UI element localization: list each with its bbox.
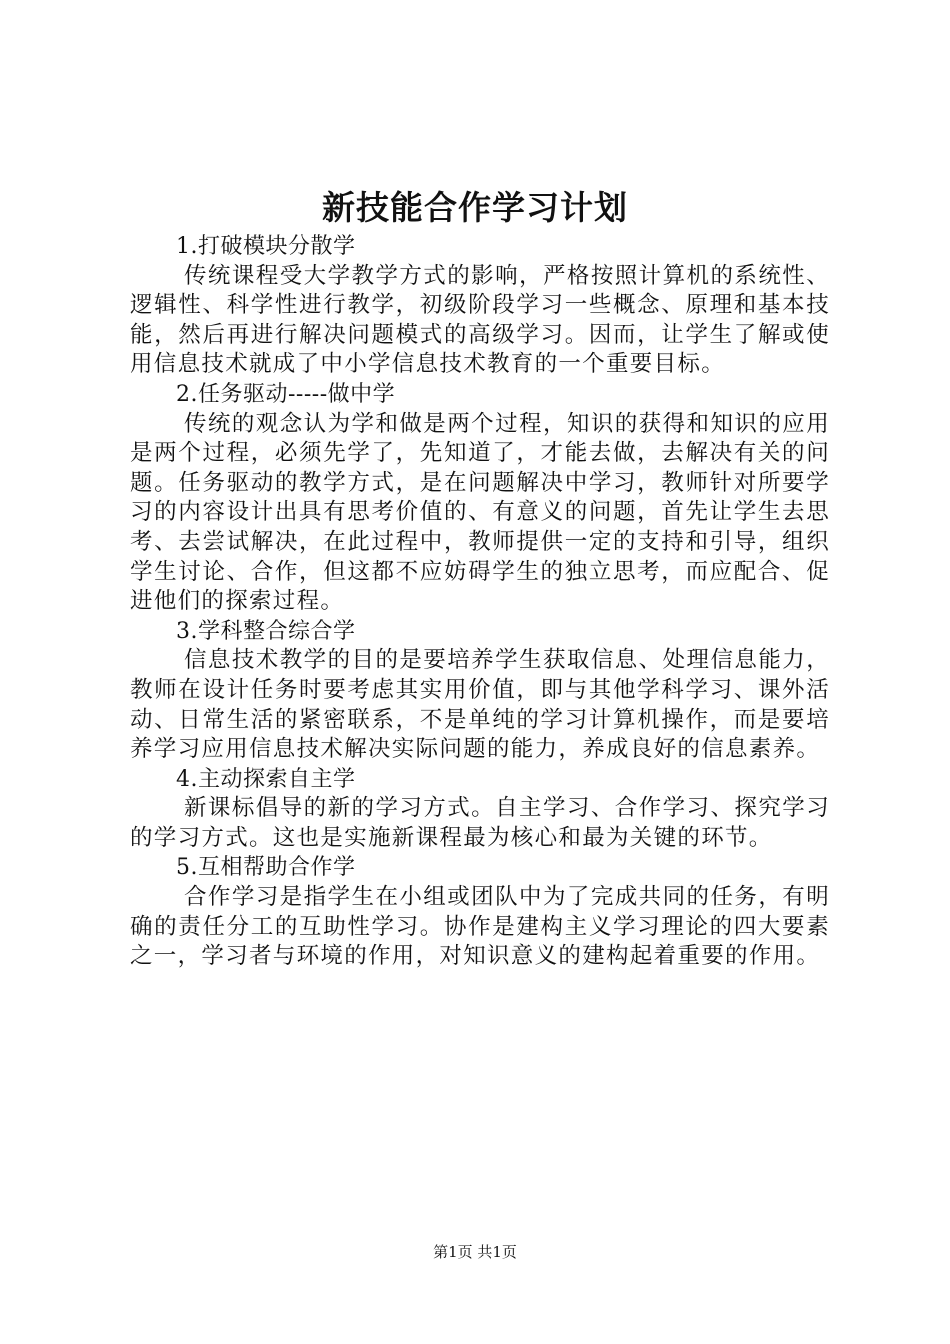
document-body <box>130 232 830 972</box>
section-paragraph-3: 信息技术教学的目的是要培养学生获取信息、处理信息能力，教师在设计任务时要考虑其实用价值，即与其他学科学习、课外活动、日常生活的紧密联系，不是单纯的学习计算机操作，而是要培养学习应用信息技术解决实际问题的能力，养成良好的信息素养。 <box>130 647 830 763</box>
section-heading-4: 4.主动探索自主学 <box>176 766 356 792</box>
section-paragraph-4: 新课标倡导的新的学习方式。自主学习、合作学习、探究学习的学习方式。这也是实施新课程最为核心和最为关键的环节。 <box>130 795 830 851</box>
section-paragraph-2: 传统的观念认为学和做是两个过程，知识的获得和知识的应用是两个过程，必须先学了，先知道了，才能去做，去解决有关的问题。任务驱动的教学方式，是在问题解决中学习，教师针对所要学习的内容设计出具有思考价值的、有意义的问题，首先让学生去思考、去尝试解决，在此过程中，教师提供一定的支持和引导，组织学生讨论、合作，但这都不应妨碍学生的独立思考，而应配合、促进他们的探索过程。 <box>130 410 830 615</box>
section-paragraph-1: 传统课程受大学教学方式的影响，严格按照计算机的系统性、逻辑性、科学性进行教学，初级阶段学习一些概念、原理和基本技能，然后再进行解决问题模式的高级学习。因而，让学生了解或使用信息技术就成了中小学信息技术教育的一个重要目标。 <box>130 262 830 378</box>
section-heading-5: 5.互相帮助合作学 <box>176 855 356 881</box>
section-heading-2: 2.任务驱动-----做中学 <box>176 381 396 407</box>
section-paragraph-5: 合作学习是指学生在小组或团队中为了完成共同的任务，有明确的责任分工的互助性学习。协作是建构主义学习理论的四大要素之一，学习者与环境的作用，对知识意义的建构起着重要的作用。 <box>130 884 830 970</box>
section-heading-1: 1.打破模块分散学 <box>176 234 356 259</box>
section-heading-3: 3.学科整合综合学 <box>176 618 356 644</box>
page-footer: 第1页 共1页 <box>433 1243 517 1261</box>
document-title: 新技能合作学习计划 <box>322 188 628 227</box>
